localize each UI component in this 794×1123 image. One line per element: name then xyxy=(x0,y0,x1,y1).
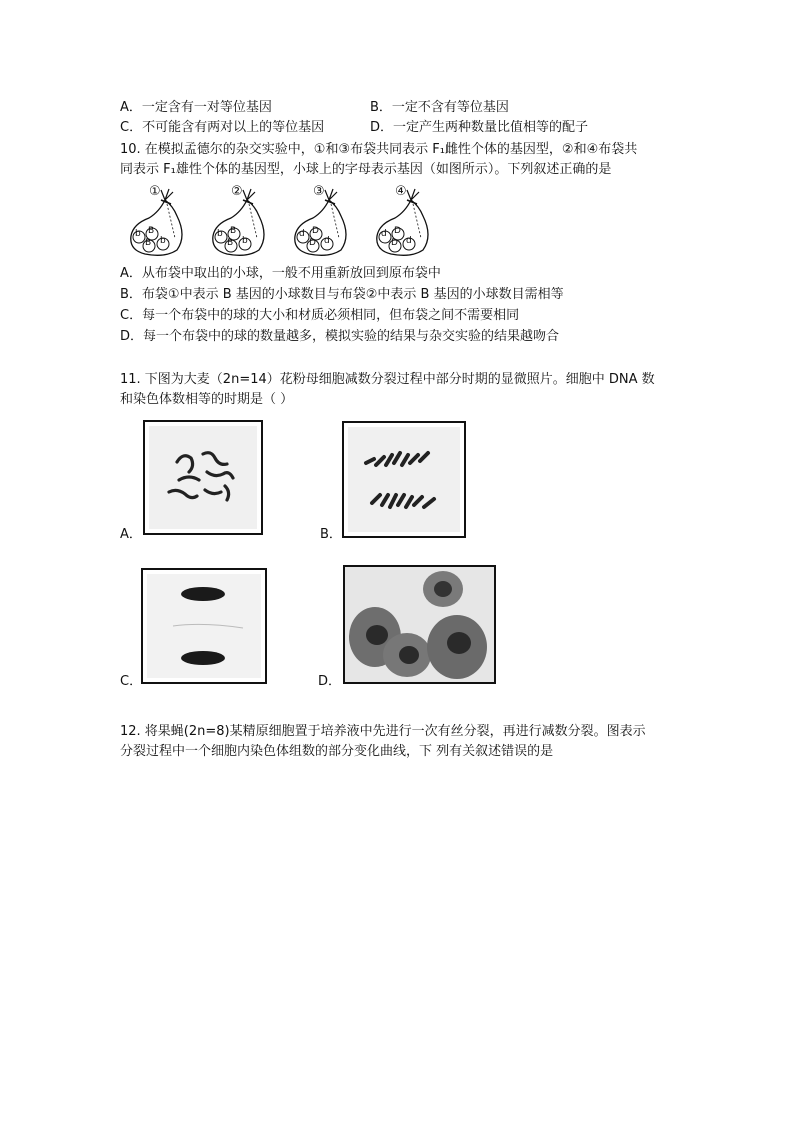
option-c-label: C． xyxy=(120,674,143,689)
q9-option-d: D．一定产生两种数量比值相等的配子 xyxy=(370,120,589,135)
bag-number: ③ xyxy=(313,184,325,199)
q11-stem-line2: 和染色体数相等的时期是（ ） xyxy=(120,392,294,407)
ball-label: B xyxy=(145,238,152,248)
ball-label: b xyxy=(242,236,248,246)
ball-label: b xyxy=(160,236,166,246)
q9-option-c: C．不可能含有两对以上的等位基因 xyxy=(120,120,325,135)
micrograph-a xyxy=(143,420,263,535)
q9-option-a: A．一定含有一对等位基因 xyxy=(120,100,272,115)
q10-stem-line2: 同表示 F₁雄性个体的基因型，小球上的字母表示基因（如图所示）。下列叙述正确的是 xyxy=(120,162,612,177)
micrograph-c xyxy=(141,568,267,684)
bag-number: ② xyxy=(231,184,243,199)
ball-label: D xyxy=(391,238,398,248)
cloth-bags-figure xyxy=(125,186,445,262)
ball-label: D xyxy=(309,238,316,248)
ball-label: b xyxy=(135,229,141,239)
q11-stem-line1: 11. 下图为大麦（2n=14）花粉母细胞减数分裂过程中部分时期的显微照片。细胞中 DNA 数 xyxy=(120,372,655,387)
option-d-label: D． xyxy=(318,674,342,689)
ball-label: D xyxy=(394,226,401,236)
cloth-bag-2 xyxy=(207,186,277,262)
cloth-bag-1 xyxy=(125,186,195,262)
micrograph-d xyxy=(343,565,496,684)
ball-label: d xyxy=(406,236,412,246)
q10-stem-line1: 10. 在模拟孟德尔的杂交实验中，①和③布袋共同表示 F₁雌性个体的基因型，②和④布袋共 xyxy=(120,142,638,157)
ball-label: B xyxy=(230,226,237,236)
option-b-label: B． xyxy=(320,527,342,542)
q10-option-b: B．布袋①中表示 B 基因的小球数目与布袋②中表示 B 基因的小球数目需相等 xyxy=(120,287,564,302)
ball-label: d xyxy=(299,229,305,239)
ball-label: B xyxy=(227,238,234,248)
ball-label: d xyxy=(324,236,330,246)
q10-option-a: A．从布袋中取出的小球，一般不用重新放回到原布袋中 xyxy=(120,266,441,281)
micrograph-b xyxy=(342,421,466,538)
bag-number: ① xyxy=(149,184,161,199)
cloth-bag-4 xyxy=(371,186,441,262)
option-a-label: A． xyxy=(120,527,142,542)
ball-label: b xyxy=(217,229,223,239)
ball-label: B xyxy=(148,226,155,236)
ball-label: d xyxy=(381,229,387,239)
q10-option-d: D．每一个布袋中的球的数量越多，模拟实验的结果与杂交实验的结果越吻合 xyxy=(120,329,560,344)
cloth-bag-3 xyxy=(289,186,359,262)
q9-option-b: B．一定不含有等位基因 xyxy=(370,100,509,115)
q12-stem-line1: 12. 将果蝇(2n=8)某精原细胞置于培养液中先进行一次有丝分裂，再进行减数分裂。图表示 xyxy=(120,724,646,739)
q12-stem-line2: 分裂过程中一个细胞内染色体组数的部分变化曲线，下 列有关叙述错误的是 xyxy=(120,744,554,759)
ball-label: D xyxy=(312,226,319,236)
q10-option-c: C．每一个布袋中的球的大小和材质必须相同，但布袋之间不需要相同 xyxy=(120,308,520,323)
bag-number: ④ xyxy=(395,184,407,199)
